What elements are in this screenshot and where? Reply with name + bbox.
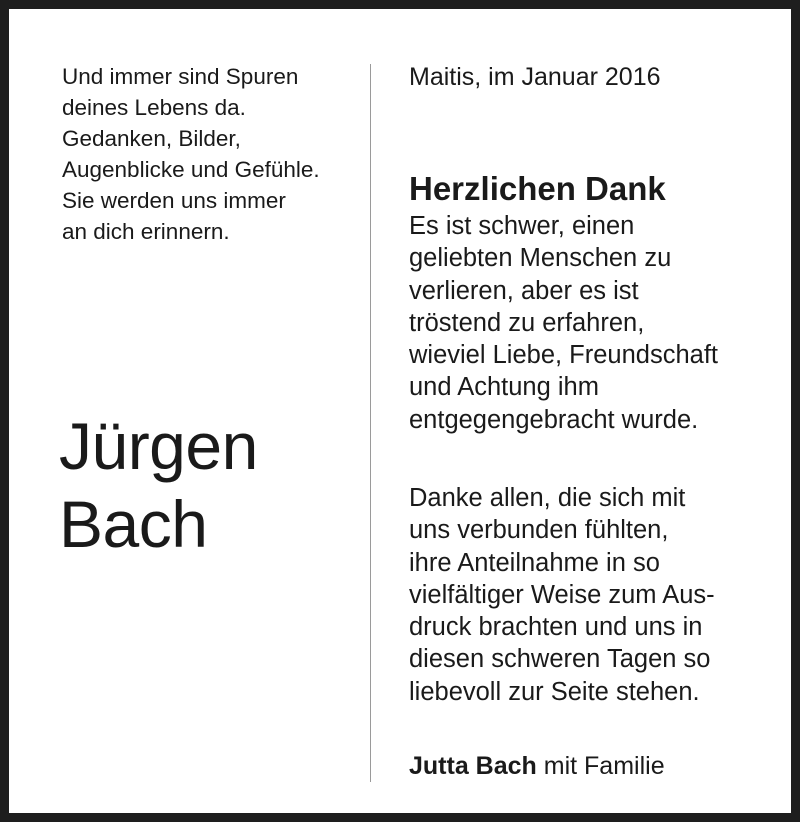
paragraph-line: Danke allen, die sich mit	[409, 484, 686, 512]
paragraph-line: wieviel Liebe, Freundschaft	[409, 341, 719, 370]
paragraph-line: Es ist schwer, einen	[409, 212, 635, 240]
paragraph-line: ihre Anteilnahme in so	[409, 548, 660, 577]
paragraph-line: uns verbunden fühlten,	[409, 516, 669, 545]
paragraph-line: geliebten Menschen zu	[409, 244, 672, 273]
thanks-paragraph-1	[409, 210, 789, 436]
verse-line: deines Lebens da.	[62, 95, 246, 120]
thanks-heading: Herzlichen Dank	[409, 170, 666, 207]
paragraph-line: druck brachten und uns in	[409, 613, 703, 642]
verse-line: Sie werden uns immer	[62, 188, 286, 213]
paragraph-line: liebevoll zur Seite stehen.	[409, 677, 700, 706]
verse-line: Augenblicke und Gefühle.	[62, 157, 320, 182]
signature-suffix: mit Familie	[536, 752, 665, 780]
paragraph-line: diesen schweren Tagen so	[409, 645, 711, 674]
verse-line: Gedanken, Bilder,	[62, 126, 241, 151]
memorial-verse	[62, 61, 362, 247]
verse-line: an dich erinnern.	[62, 219, 230, 244]
deceased-name	[59, 407, 258, 563]
signature	[409, 750, 789, 782]
paragraph-line: und Achtung ihm	[409, 373, 599, 402]
paragraph-line: tröstend zu erfahren,	[409, 308, 645, 337]
paragraph-line: verlieren, aber es ist	[409, 276, 639, 305]
column-divider	[370, 64, 371, 782]
paragraph-line: entgegengebracht wurde.	[409, 405, 699, 434]
deceased-first-name: Jürgen	[59, 409, 258, 483]
signature-name: Jutta Bach	[409, 752, 537, 780]
deceased-last-name: Bach	[59, 487, 208, 561]
dateline: Maitis, im Januar 2016	[409, 63, 661, 91]
thanks-paragraph-2	[409, 482, 789, 708]
verse-line: Und immer sind Spuren	[62, 64, 299, 89]
paragraph-line: vielfältiger Weise zum Aus-	[409, 580, 715, 609]
